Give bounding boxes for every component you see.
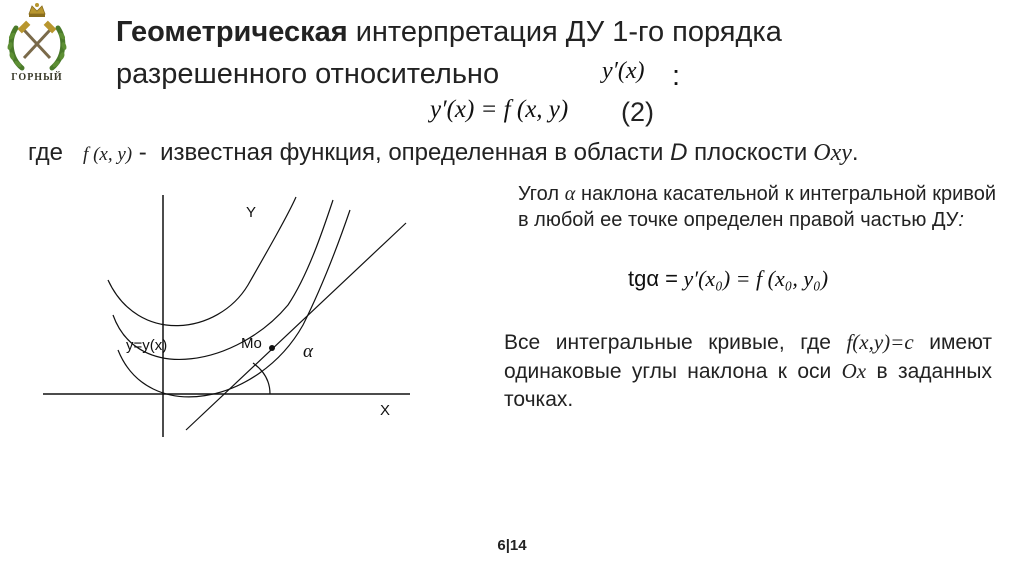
integral-curves-diagram bbox=[38, 185, 428, 440]
alpha-symbol: α bbox=[564, 183, 576, 205]
x-axis-label: X bbox=[380, 402, 391, 419]
y-axis-label: Y bbox=[246, 204, 257, 221]
main-equation: y′(x) = f (x, y) bbox=[430, 96, 569, 123]
where-end: . bbox=[851, 139, 859, 166]
point-label: Mo bbox=[241, 335, 262, 352]
para1-part1: Угол bbox=[518, 183, 560, 205]
condition-symbol: f(x,y)=c bbox=[846, 330, 914, 354]
title-colon: : bbox=[672, 60, 681, 92]
domain-symbol: D bbox=[663, 139, 695, 166]
curves-paragraph bbox=[504, 328, 992, 414]
integral-curve-3 bbox=[118, 210, 350, 397]
integral-curve-1 bbox=[108, 197, 296, 326]
title-variable: y′(x) bbox=[602, 58, 645, 84]
logo-caption: ГОРНЫЙ bbox=[11, 72, 63, 83]
para1-part2: наклона касательной к интегральной кривой в любой ее точке определен правой частью ДУ bbox=[518, 183, 996, 231]
curve-label: y=y(x) bbox=[126, 337, 168, 354]
para2-part2: имеют одинаковые углы наклона к оси bbox=[504, 331, 992, 383]
slide-title-line2: разрешенного относительно bbox=[116, 58, 500, 90]
integral-curve-2 bbox=[113, 200, 333, 359]
tangent-line bbox=[186, 223, 406, 430]
definition-line bbox=[28, 139, 859, 167]
where-text: известная функция, определенная в области bbox=[160, 139, 664, 166]
para1-colon: : bbox=[958, 209, 964, 231]
where-text2: плоскости bbox=[694, 139, 808, 166]
title-rest: интерпретация ДУ 1-го порядка bbox=[347, 16, 782, 48]
where-dash: - bbox=[132, 139, 154, 166]
para2-part1: Все интегральные кривые, где bbox=[504, 331, 847, 354]
slide-title-line1 bbox=[116, 16, 782, 49]
equation-number: (2) bbox=[621, 97, 654, 127]
para2-part3: в заданных точках. bbox=[504, 360, 992, 411]
page-number: 6|14 bbox=[497, 537, 527, 554]
function-symbol: f (x, y) bbox=[83, 144, 133, 165]
axis-symbol: Ox bbox=[841, 359, 867, 383]
tg-lhs: tgα = bbox=[628, 266, 679, 291]
plane-symbol: Oxy bbox=[807, 140, 852, 166]
angle-label: α bbox=[303, 341, 313, 362]
tangent-formula bbox=[628, 266, 828, 292]
point-m0 bbox=[269, 345, 275, 351]
slope-paragraph bbox=[518, 181, 996, 233]
title-bold-word: Геометрическая bbox=[116, 16, 348, 48]
tg-rhs: y′(x₀) = f (x₀, y₀) bbox=[678, 266, 829, 291]
where-lead: где bbox=[28, 139, 64, 166]
